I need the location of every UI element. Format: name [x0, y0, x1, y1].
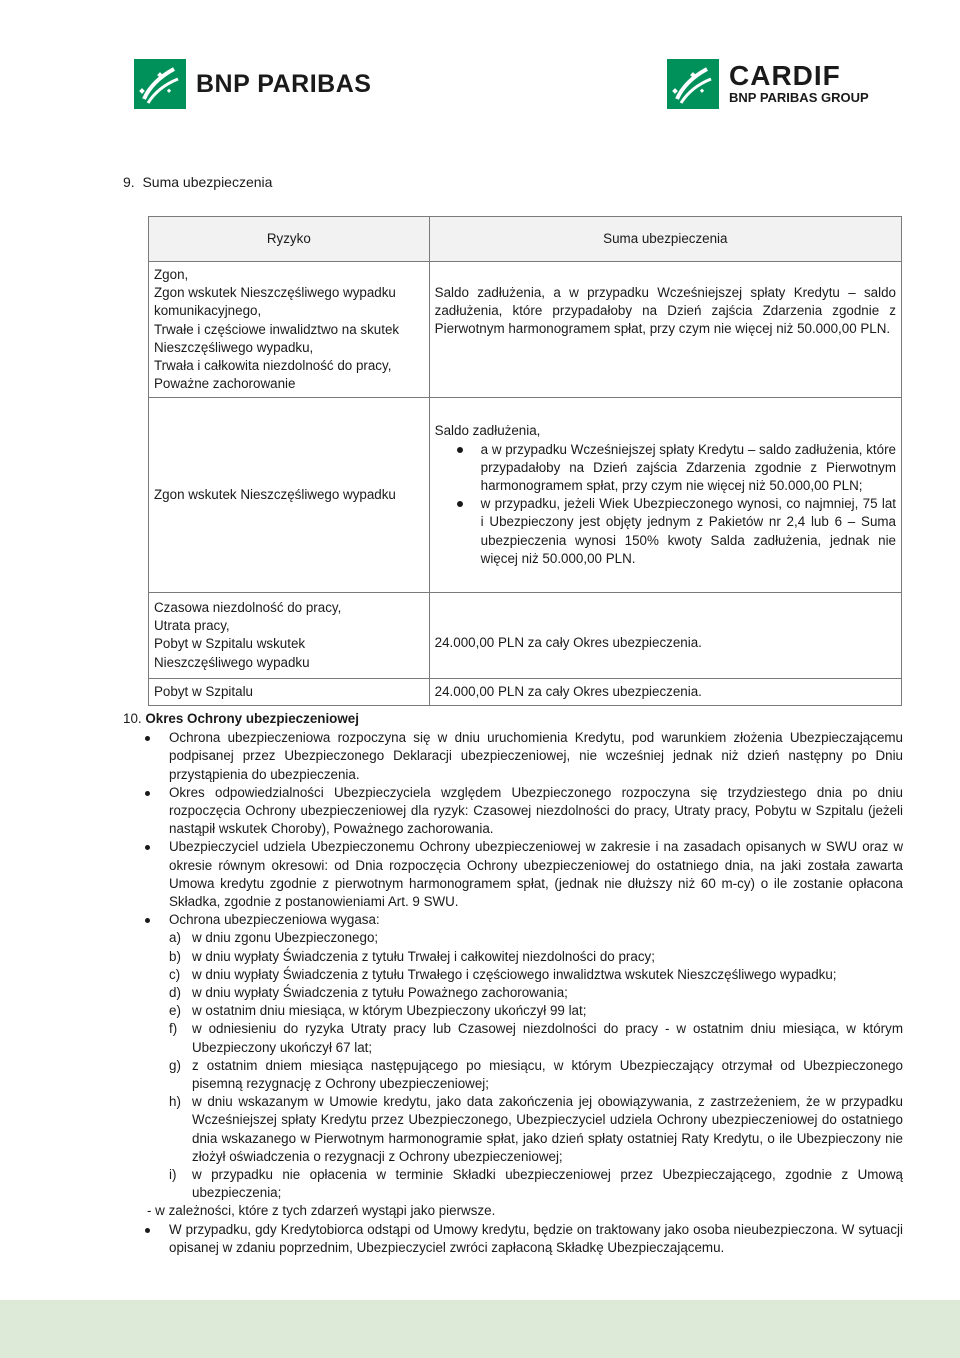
expiry-text: z ostatnim dniem miesiąca następującego po miesiącu, w którym Ubezpieczający otrzymał od Ubezpieczonego pisemną rezygnację z Ochrony ubezpieczeniowej;	[192, 1057, 903, 1092]
section-10-bullets	[123, 729, 903, 1202]
sum-bullet: w przypadku, jeżeli Wiek Ubezpieczonego wynosi, co najmniej, 75 lat i Ubezpieczony jest objęty jednym z Pakietów nr 2,4 lub 6 – Suma ubezpieczenia wynosi 150% kwoty Salda zadłużenia, jednak nie więcej niż 50.000,00 PLN.	[481, 495, 896, 568]
risk-line: Nieszczęśliwego wypadku,	[154, 339, 314, 355]
expiry-letter: c)	[169, 966, 181, 982]
sum-bullet-list	[435, 441, 896, 568]
expiry-letter: i)	[169, 1167, 177, 1183]
list-item: Ochrona ubezpieczeniowa rozpoczyna się w dniu uruchomienia Kredytu, pod warunkiem złożenia Ubezpieczającemu podpisanej przez Ubezpieczonego Deklaracji ubezpieczeniowej, nie wcześniej jednak niż dzień następny po Dniu przystąpienia do ubezpieczenia.	[169, 729, 903, 784]
expiry-item	[169, 966, 903, 984]
risk-line: Czasowa niezdolność do pracy,	[154, 600, 342, 616]
expiry-text: w dniu wypłaty Świadczenia z tytułu Trwałej i całkowitej niezdolności do pracy;	[192, 948, 655, 964]
cardif-stars-icon	[667, 59, 719, 109]
table-row	[149, 398, 902, 593]
list-item: Ubezpieczyciel udziela Ubezpieczonemu Ochrony ubezpieczeniowej w zakresie i na zasadach opisanych w SWU oraz w okresie równym okresowi: od Dnia rozpoczęcia Ochrony ubezpieczeniowej do ostatniego dnia, na jaki została zawarta Umowa kredytu zgodnie z pierwotnym harmonogramem spłat, (jednak nie dłuższy niż 60 m-cy) o ile zostanie opłacona Składka, zgodnie z postanowieniami Art. 9 SWU.	[169, 838, 903, 911]
expiry-item	[169, 1166, 903, 1202]
risk-cell	[149, 593, 430, 679]
sum-cell	[429, 398, 901, 593]
cardif-logo	[667, 59, 869, 109]
header-risk: Ryzyko	[149, 217, 430, 262]
risk-line: Poważne zachorowanie	[154, 376, 296, 392]
risk-line: Nieszczęśliwego wypadku	[154, 654, 310, 670]
risk-cell	[149, 262, 430, 398]
expiry-intro: Ochrona ubezpieczeniowa wygasa:	[169, 912, 380, 928]
sum-cell	[429, 262, 901, 398]
section-10-title: Okres Ochrony ubezpieczeniowej	[145, 711, 359, 726]
risk-line: komunikacyjnego,	[154, 303, 262, 319]
sum-insured-table	[148, 216, 902, 706]
table-row	[149, 262, 902, 398]
table-row	[149, 593, 902, 679]
expiry-letter: e)	[169, 1003, 181, 1019]
dash-note: - w zależności, które z tych zdarzeń wystąpi jako pierwsze.	[147, 1203, 496, 1219]
list-item	[169, 911, 903, 1202]
expiry-text: w dniu wypłaty Świadczenia z tytułu Trwałego i częściowego inwalidztwa wskutek Nieszczęśliwego wypadku;	[192, 966, 837, 982]
expiry-text: w dniu wskazanym w Umowie kredytu, jako data zakończenia jej obowiązywania, z zastrzeżeniem, że w przypadku Wcześniejszej spłaty Kredytu przez Ubezpieczonego, Ubezpieczyciel udziela Ochrony ubezpieczeniowej do ostatniego dnia wskazanego w Pierwotnym harmonogramie spłat, jako dzień spłaty ostatniej Raty Kredytu, o ile Ubezpieczony nie złożył oświadczenia o rezygnacji z Ochrony ubezpieczeniowej;	[192, 1094, 903, 1164]
sum-bullet: a w przypadku Wcześniejszej spłaty Kredytu – saldo zadłużenia, które przypadałoby na Dzień zajścia Zdarzenia zgodnie z Pierwotnym harmonogramem spłat, przy czym nie więcej niż 50.000,00 PLN;	[481, 441, 896, 496]
expiry-text: w odniesieniu do ryzyka Utraty pracy lub Czasowej niezdolności do pracy - w ostatnim dniu miesiąca, w którym Ubezpieczony ukończył 67 lat;	[192, 1021, 903, 1055]
header-sum: Suma ubezpieczenia	[429, 217, 901, 262]
risk-line: Trwałe i częściowe inwalidztwo na skutek	[154, 321, 400, 337]
cardif-logo-text: CARDIF	[729, 60, 841, 91]
expiry-text: w ostatnim dniu miesiąca, w którym Ubezpieczony ukończył 99 lat;	[192, 1003, 587, 1019]
expiry-item	[169, 984, 903, 1002]
risk-line: Zgon,	[154, 267, 189, 282]
risk-line: Utrata pracy,	[154, 618, 230, 634]
expiry-item	[169, 1020, 903, 1056]
section-10-heading	[123, 710, 903, 728]
expiry-item	[169, 1093, 903, 1166]
expiry-letter: d)	[169, 985, 181, 1001]
section-10-number: 10.	[123, 711, 142, 726]
sum-cell: 24.000,00 PLN za cały Okres ubezpieczenia.	[429, 678, 901, 705]
bnp-logo-text: BNP PARIBAS	[196, 69, 372, 98]
risk-line: Zgon wskutek Nieszczęśliwego wypadku	[154, 285, 396, 301]
expiry-text: w dniu zgonu Ubezpieczonego;	[192, 930, 379, 946]
list-item: Okres odpowiedzialności Ubezpieczyciela względem Ubezpieczonego rozpoczyna się trzydziestego dnia po dniu rozpoczęcia Ochrony ubezpieczeniowej dla ryzyk: Czasowej niezdolności do pracy, Utraty pracy, Pobytu w Szpitalu (jeżeli nastąpił wskutek Choroby), Poważnego zachorowania.	[169, 784, 903, 839]
cardif-logo-subtext: BNP PARIBAS GROUP	[729, 90, 869, 105]
expiry-item	[169, 1002, 903, 1020]
sum-intro: Saldo zadłużenia,	[434, 423, 541, 439]
expiry-text: w przypadku nie opłacenia w terminie Składki ubezpieczeniowej przez Ubezpieczającego, zgodnie z Umową ubezpieczenia;	[192, 1167, 903, 1201]
section-10-final-bullet	[123, 1221, 903, 1257]
section-9-heading	[123, 174, 272, 190]
bnp-stars-icon	[134, 59, 186, 109]
risk-line: Trwała i całkowita niezdolność do pracy,	[154, 358, 392, 374]
table-row	[149, 678, 902, 705]
risk-cell: Pobyt w Szpitalu	[149, 678, 430, 705]
expiry-letter: h)	[169, 1094, 181, 1110]
sum-cell: 24.000,00 PLN za cały Okres ubezpieczenia.	[429, 593, 901, 679]
expiry-item	[169, 948, 903, 966]
expiry-list	[169, 929, 903, 1202]
table-header-row	[149, 217, 902, 262]
expiry-text: w dniu wypłaty Świadczenia z tytułu Poważnego zachorowania;	[192, 985, 568, 1001]
section-10	[123, 710, 903, 1257]
sum-text: Saldo zadłużenia, a w przypadku Wcześniejszej spłaty Kredytu – saldo zadłużenia, które przypadałoby na Dzień zajścia Zdarzenia zgodnie z Pierwotnym harmonogramem spłat, przy czym nie więcej niż 50.000,00 PLN.	[434, 285, 896, 337]
expiry-item	[169, 1057, 903, 1093]
expiry-letter: b)	[169, 948, 181, 964]
bnp-paribas-logo	[134, 59, 371, 109]
expiry-item	[169, 929, 903, 947]
risk-line: Pobyt w Szpitalu wskutek	[154, 636, 306, 652]
list-item: W przypadku, gdy Kredytobiorca odstąpi od Umowy kredytu, będzie on traktowany jako osoba nieubezpieczona. W sytuacji opisanej w zdaniu poprzednim, Ubezpieczyciel zwróci zapłaconą Składkę Ubezpieczającemu.	[169, 1221, 903, 1257]
expiry-letter: a)	[169, 930, 181, 946]
expiry-letter: g)	[169, 1057, 181, 1073]
risk-cell: Zgon wskutek Nieszczęśliwego wypadku	[149, 398, 430, 593]
section-9-number: 9.	[123, 174, 135, 190]
section-9-title: Suma ubezpieczenia	[142, 174, 273, 190]
expiry-letter: f)	[169, 1021, 178, 1037]
